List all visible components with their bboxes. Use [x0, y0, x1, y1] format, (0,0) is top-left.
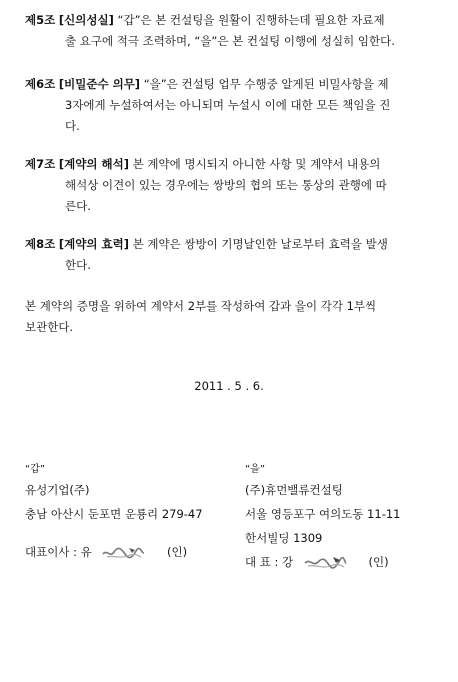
article-title: [계약의 효력]: [58, 237, 129, 251]
party-b-label: “을”: [245, 464, 266, 475]
contract-date: 2011 . 5 . 6.: [194, 379, 264, 393]
article-text: 해석상 이견이 있는 경우에는 쌍방의 협의 또는 통상의 관행에 따: [65, 178, 387, 192]
article-number: 제8조: [25, 237, 56, 251]
party-b-rep-prefix: 대 표 : 강: [245, 555, 294, 569]
article-text: 본 계약은 쌍방이 기명날인한 날로부터 효력을 발생: [132, 237, 388, 251]
article-8: [25, 234, 435, 276]
party-a-address: 충남 아산시 둔포면 운룡리 279-47: [25, 507, 203, 521]
article-text: 른다.: [65, 199, 91, 213]
redacted-signature-icon: [101, 545, 145, 561]
closing-paragraph: [25, 296, 435, 338]
article-text: 출 요구에 적극 조력하며, “을”은 본 컨설팅 이행에 성실히 임한다.: [65, 34, 395, 48]
article-7: [25, 154, 435, 217]
article-title: [계약의 해석]: [58, 157, 129, 171]
article-text: “을”은 컨설팅 업무 수행중 알게된 비밀사항을 제: [143, 77, 389, 91]
party-a-company: 유성기업(주): [25, 483, 90, 497]
party-a-label: “갑”: [25, 464, 46, 475]
article-5: [25, 10, 435, 52]
party-b-block: [245, 460, 400, 576]
party-a-rep-prefix: 대표이사 : 유: [25, 545, 92, 559]
article-text: 본 계약에 명시되지 아니한 사항 및 계약서 내용의: [132, 157, 381, 171]
party-b-company: (주)휴먼밸류컨설팅: [245, 483, 343, 497]
article-text: 한다.: [65, 258, 91, 272]
closing-line: 본 계약의 증명을 위하여 계약서 2부를 작성하여 갑과 을이 각각 1부씩: [25, 299, 377, 313]
party-b-seal-mark: (인): [368, 555, 389, 569]
article-title: [신의성실]: [58, 13, 114, 27]
article-text: 다.: [65, 119, 80, 133]
party-a-block: [25, 460, 203, 566]
party-b-address-line1: 서울 영등포구 여의도동 11-11: [245, 507, 401, 521]
party-a-representative: [25, 542, 203, 566]
article-text: “갑”은 본 컨설팅을 원활이 진행하는데 필요한 자료제: [117, 13, 385, 27]
article-number: 제5조: [25, 13, 56, 27]
article-title: [비밀준수 의무]: [58, 77, 141, 91]
article-6: [25, 74, 435, 137]
closing-line: 보관한다.: [25, 320, 74, 334]
article-number: 제7조: [25, 157, 56, 171]
article-number: 제6조: [25, 77, 56, 91]
article-text: 3자에게 누설하여서는 아니되며 누설시 이에 대한 모든 책임을 진: [65, 98, 391, 112]
party-b-representative: [245, 552, 400, 576]
redacted-signature-icon: [303, 555, 347, 571]
party-a-seal-mark: (인): [167, 545, 188, 559]
party-b-address-line2: 한서빌딩 1309: [245, 531, 323, 545]
